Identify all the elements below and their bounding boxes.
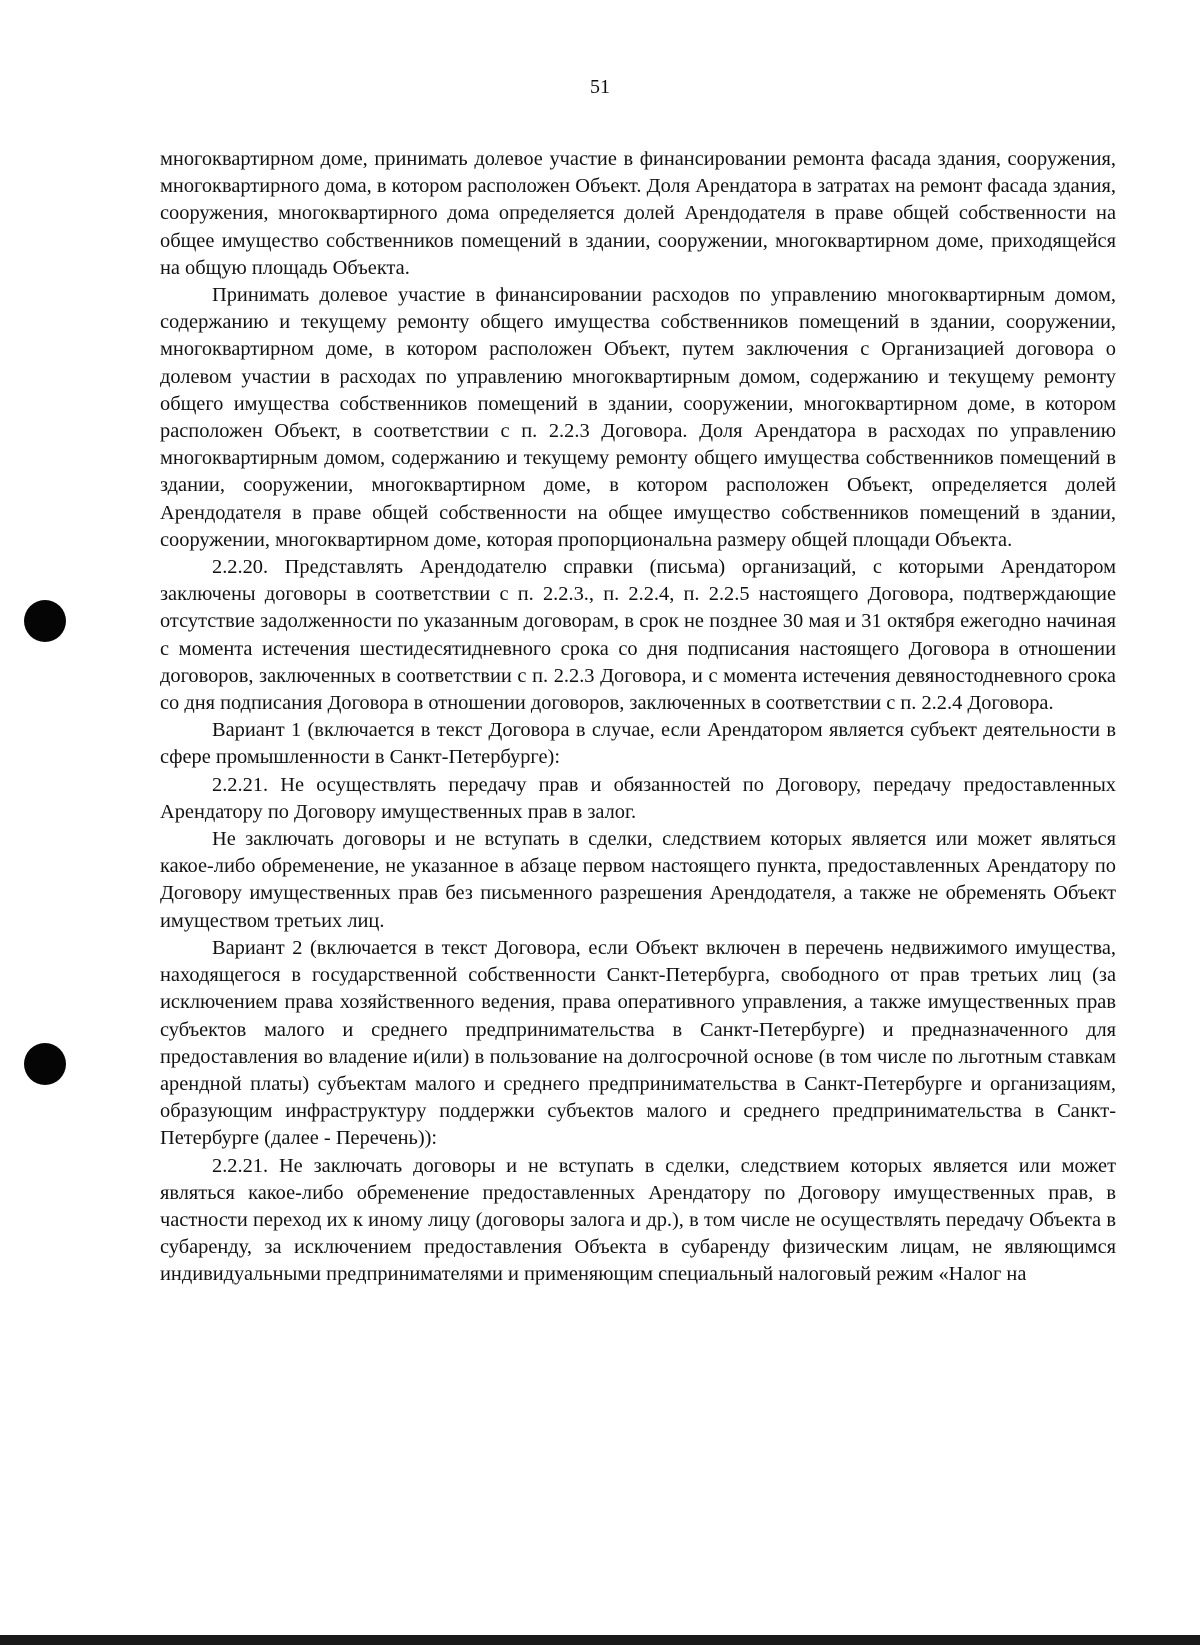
page-number: 51	[590, 76, 610, 98]
document-body	[160, 146, 1116, 1289]
scan-bottom-edge	[0, 1635, 1200, 1645]
binder-hole-top	[24, 600, 66, 642]
paragraph-2-2-21-variant-1: 2.2.21. Не осуществлять передачу прав и обязанностей по Договору, передачу предоставленных Арендатору по Договору имущественных прав в залог.	[160, 773, 1116, 823]
paragraph-2: Принимать долевое участие в финансировании расходов по управлению многоквартирным домом, содержанию и текущему ремонту общего имущества собственников помещений в здании, сооружении, многоквартирном доме, в котором расположен Объект, путем заключения с Организацией договора о долевом участии в расходах по управлению многоквартирным домом, содержанию и текущему ремонту общего имущества собственников помещений в здании, сооружении, многоквартирном доме, в котором расположен Объект, в соответствии с п. 2.2.3 Договора. Доля Арендатора в расходах по управлению многоквартирным домом, содержанию и текущему ремонту общего имущества собственников помещений в здании, сооружении, многоквартирном доме, в котором расположен Объект, определяется долей Арендодателя в праве общей собственности на общее имущество собственников помещений в здании, сооружении, многоквартирном доме, которая пропорциональна размеру общей площади Объекта.	[160, 284, 1116, 551]
paragraph-variant-2: Вариант 2 (включается в текст Договора, если Объект включен в перечень недвижимого имущества, находящегося в государственной собственности Санкт-Петербурга, свободного от прав третьих лиц (за исключением права хозяйственного ведения, права оперативного управления, а также имущественных прав субъектов малого и среднего предпринимательства в Санкт-Петербурге) и предназначенного для предоставления во владение и(или) в пользование на долгосрочной основе (в том числе по льготным ставкам арендной платы) субъектам малого и среднего предпринимательства в Санкт-Петербурге и организациям, образующим инфраструктуру поддержки субъектов малого и среднего предпринимательства в Санкт-Петербурге (далее - Перечень)):	[160, 936, 1116, 1150]
binder-hole-bottom	[24, 1043, 66, 1085]
paragraph-no-encumbrance: Не заключать договоры и не вступать в сделки, следствием которых является или может являться какое-либо обременение, не указанное в абзаце первом настоящего пункта, предоставленных Арендатору по Договору имущественных прав без письменного разрешения Арендодателя, а также не обременять Объект имуществом третьих лиц.	[160, 828, 1116, 932]
paragraph-variant-1: Вариант 1 (включается в текст Договора в случае, если Арендатором является субъект деятельности в сфере промышленности в Санкт-Петербурге):	[160, 719, 1116, 769]
paragraph-2-2-21-variant-2: 2.2.21. Не заключать договоры и не вступать в сделки, следствием которых является или может являться какое-либо обременение предоставленных Арендатору по Договору имущественных прав, в частности переход их к иному лицу (договоры залога и др.), в том числе не осуществлять передачу Объекта в субаренду, за исключением предоставления Объекта в субаренду физическим лицам, не являющимся индивидуальными предпринимателями и применяющим специальный налоговый режим «Налог на	[160, 1154, 1116, 1286]
paragraph-1: многоквартирном доме, принимать долевое участие в финансировании ремонта фасада здания, сооружения, многоквартирного дома, в котором расположен Объект. Доля Арендатора в затратах на ремонт фасада здания, сооружения, многоквартирного дома определяется долей Арендодателя в праве общей собственности на общее имущество собственников помещений в здании, сооружении, многоквартирном доме, приходящейся на общую площадь Объекта.	[160, 148, 1116, 279]
paragraph-2-2-20: 2.2.20. Представлять Арендодателю справки (письма) организаций, с которыми Арендатором заключены договоры в соответствии с п. 2.2.3., п. 2.2.4, п. 2.2.5 настоящего Договора, подтверждающие отсутствие задолженности по указанным договорам, в срок не позднее 30 мая и 31 октября ежегодно начиная с момента истечения шестидесятидневного срока со дня подписания настоящего Договора в отношении договоров, заключенных в соответствии с п. 2.2.3 Договора, и с момента истечения девяностодневного срока со дня подписания Договора в отношении договоров, заключенных в соответствии с п. 2.2.4 Договора.	[160, 556, 1116, 715]
